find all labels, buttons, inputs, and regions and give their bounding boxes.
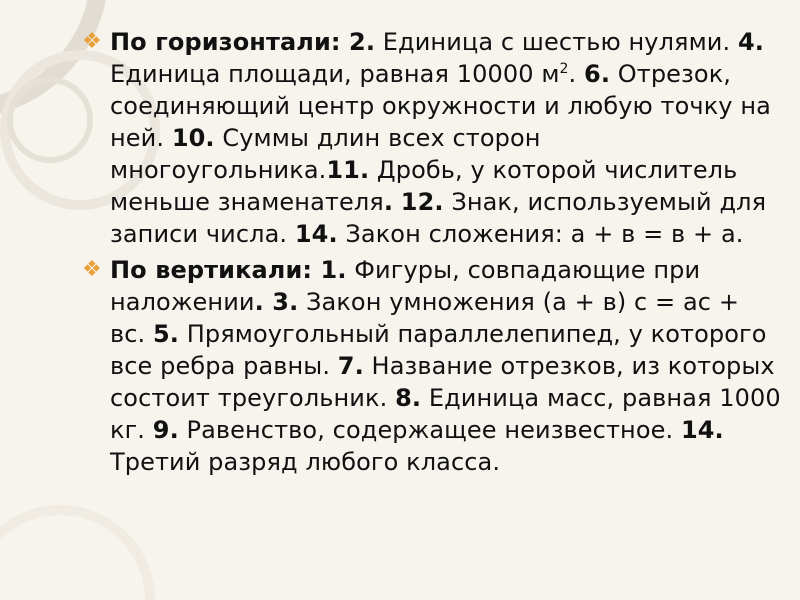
decor-circle-small xyxy=(10,80,90,160)
clue-number: 11. xyxy=(326,156,370,184)
clue-text: Название отрезков, из которых состоит треугольник. xyxy=(110,352,775,412)
clue-number: 10. xyxy=(171,124,215,152)
clue-text: Прямоугольный параллелепипед, у которого все ребра равны. xyxy=(110,320,767,380)
clue-number: . 3. xyxy=(254,288,299,316)
clues-horizontal-text xyxy=(110,26,782,250)
clue-number: 4. xyxy=(737,28,764,56)
clue-text: Единица с шестью нулями. xyxy=(375,28,738,56)
decor-circle-bottom xyxy=(0,510,150,600)
diamond-bullet-icon: ❖ xyxy=(82,29,102,54)
clues-vertical xyxy=(82,254,782,478)
clue-text: Дробь, у которой числитель меньше знаменателя xyxy=(110,156,738,216)
clue-text: Отрезок, соединяющий центр окружности и любую точку на ней. xyxy=(110,60,771,152)
clue-text: Закон умножения (а + в) с = ас + вс. xyxy=(110,288,740,348)
clue-number: 8. xyxy=(395,384,422,412)
clue-text: Единица площади, равная 10000 м xyxy=(110,60,560,88)
superscript: 2 xyxy=(559,61,569,77)
clue-text: Единица масс, равная 1000 кг. xyxy=(110,384,781,444)
clue-number: 14. xyxy=(294,220,338,248)
clue-number: По вертикали: 1. xyxy=(110,256,347,284)
clue-text: Фигуры, совпадающие при наложении xyxy=(110,256,701,316)
clue-number: 6. xyxy=(584,60,611,88)
diamond-bullet-icon: ❖ xyxy=(82,257,102,282)
clue-text: Знак, используемый для записи числа. xyxy=(110,188,767,248)
slide-content xyxy=(82,26,782,482)
clue-text: Третий разряд любого класса. xyxy=(110,448,501,476)
clue-text: Закон сложения: а + в = в + а. xyxy=(337,220,744,248)
clue-text: Суммы длин всех сторон многоугольника. xyxy=(110,124,541,184)
clue-number: 14. xyxy=(680,416,724,444)
clue-text: Равенство, содержащее неизвестное. xyxy=(178,416,681,444)
clue-text: . xyxy=(568,60,585,88)
clue-number: . xyxy=(383,188,394,216)
clues-horizontal xyxy=(82,26,782,250)
clue-number: 5. xyxy=(153,320,180,348)
clue-number: 9. xyxy=(152,416,179,444)
clue-text xyxy=(393,188,401,216)
clue-number: По горизонтали: 2. xyxy=(110,28,376,56)
clue-number: 12. xyxy=(400,188,444,216)
clues-vertical-text xyxy=(110,254,782,478)
clue-number: 7. xyxy=(337,352,364,380)
